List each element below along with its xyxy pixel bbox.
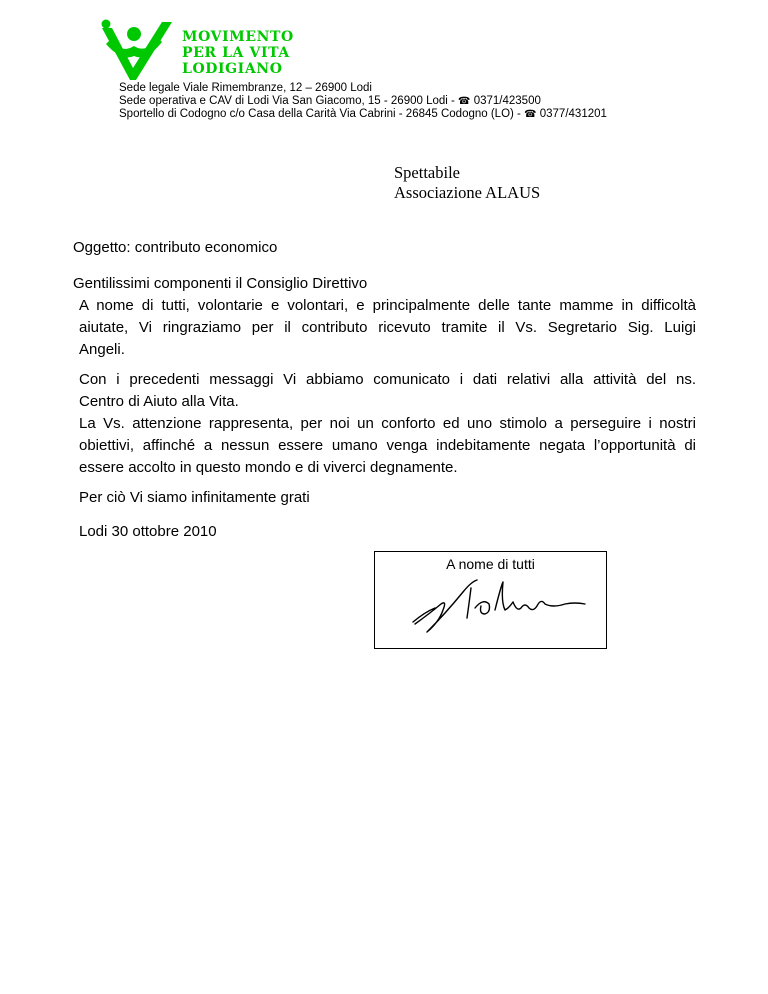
signature-icon <box>405 574 595 634</box>
closing-line: Per ciò Vi siamo infinitamente grati <box>79 489 310 506</box>
paragraph-3-line-2: obiettivi, affinché a nessun essere umano venga indebitamente negata l’opportunità di <box>79 437 696 454</box>
org-name-line-2: PER LA VITA <box>182 45 290 61</box>
address-text: Sede legale Viale Rimembranze, 12 – 26900 Lodi <box>119 82 372 94</box>
phone-number: 0371/423500 <box>473 95 541 107</box>
paragraph-1-line-3: Angeli. <box>79 341 125 358</box>
org-name-line-3: LODIGIANO <box>182 61 283 77</box>
signature-box <box>374 551 607 649</box>
salutation: Gentilissimi componenti il Consiglio Direttivo <box>73 275 368 292</box>
phone-number: 0377/431201 <box>539 108 607 120</box>
recipient-line-1: Spettabile <box>394 163 460 182</box>
paragraph-3-line-1: La Vs. attenzione rappresenta, per noi un conforto ed uno stimolo a perseguire i nostri <box>79 415 696 432</box>
address-line-1 <box>119 82 372 95</box>
paragraph-2-line-2: Centro di Aiuto alla Vita. <box>79 393 239 410</box>
paragraph-2-line-1: Con i precedenti messaggi Vi abbiamo comunicato i dati relativi alla attività del ns. <box>79 371 696 388</box>
place-date: Lodi 30 ottobre 2010 <box>79 523 217 540</box>
address-text: Sportello di Codogno c/o Casa della Carità Via Cabrini - 26845 Codogno (LO) - <box>119 108 525 120</box>
subject-line: Oggetto: contributo economico <box>73 239 278 256</box>
telephone-icon: ☎ <box>458 96 471 107</box>
recipient-line-2: Associazione ALAUS <box>394 183 541 202</box>
org-name-line-1: MOVIMENTO <box>182 29 294 45</box>
paragraph-1-line-2: aiutate, Vi ringraziamo per il contributo ricevuto tramite il Vs. Segretario Sig. Luigi <box>79 319 696 336</box>
signature-caption: A nome di tutti <box>446 556 535 572</box>
address-line-2 <box>119 95 541 108</box>
address-line-3 <box>119 108 607 121</box>
address-text: Sede operativa e CAV di Lodi Via San Giacomo, 15 - 26900 Lodi - <box>119 95 459 107</box>
paragraph-3-line-3: essere accolto in questo mondo e di viverci degnamente. <box>79 459 458 476</box>
paragraph-1-line-1: A nome di tutti, volontarie e volontari, e principalmente delle tante mamme in difficoltà <box>79 297 696 314</box>
telephone-icon: ☎ <box>524 109 537 120</box>
logo-icon <box>100 18 174 82</box>
